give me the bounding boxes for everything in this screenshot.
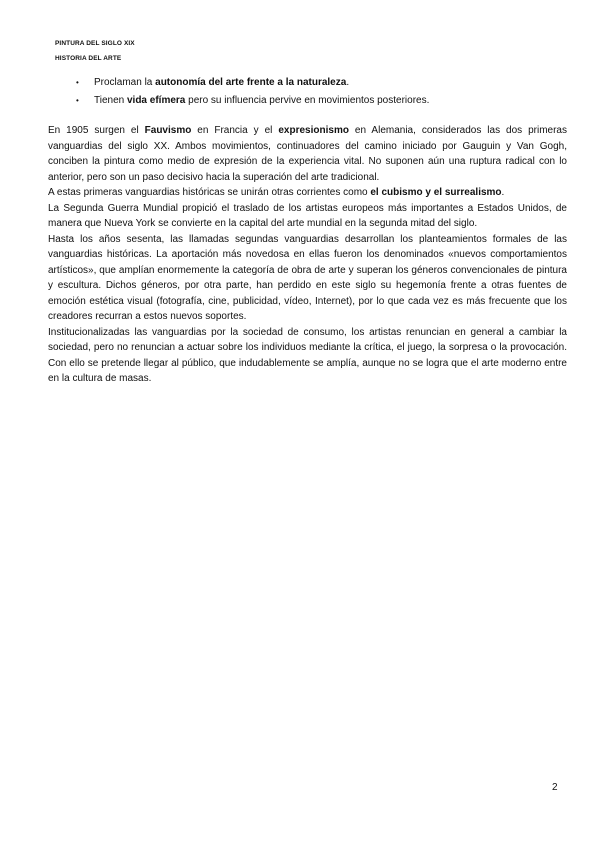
text-run: . [501,187,505,198]
bold-term: expresionismo [278,125,349,136]
paragraph-segundas-vanguardias: Hasta los años sesenta, las llamadas segundas vanguardias desarrollan los planteamientos formales de las vanguardias históricas. La aportación más novedosa en ellas fueron los denominados «nuevos comportamientos artísticos», que amplían enormemente la categoría de obra de arte y superan los géneros convencionales de pintura y escultura. Dichos géneros, por otra parte, han perdido en este siglo su hegemonía frente a otras fuentes de emoción estética visual (fotografía, cine, publicidad, vídeo, Internet), por lo que cada vez es más frecuente que los creadores recurran a estos nuevos soportes. [48,233,567,322]
bullet-item [76,74,546,92]
text-run: En 1905 surgen el [48,125,145,136]
paragraph-cubismo [48,185,567,201]
paragraph-segunda-guerra: La Segunda Guerra Mundial propició el traslado de los artistas europeos más importantes a Estados Unidos, de manera que Nueva York se convierte en la capital del arte mundial en la segunda mitad del siglo. [48,202,567,229]
bullet-marker: • [76,78,79,87]
header-document-title: PINTURA DEL SIGLO XIX [55,40,135,47]
text-run: A estas primeras vanguardias históricas se unirán otras corrientes como [48,187,371,198]
header-subject: HISTORIA DEL ARTE [55,55,122,62]
bullet-text: Proclaman la [94,77,156,88]
bullet-item [76,92,546,110]
bullet-text: Tienen [94,95,127,106]
body-text [48,123,567,387]
paragraph-institucionalizadas: Institucionalizadas las vanguardias por la sociedad de consumo, los artistas renuncian en general a cambiar la sociedad, pero no renuncian a actuar sobre los individuos mediante la crítica, el juego, la sorpresa o la provocación. Con ello se pretende llegar al público, que indudablemente se amplía, aunque no se logra que el arte moderno entre en la cultura de masas. [48,326,567,384]
text-run: en Alemania, considerados las dos primeras vanguardias del siglo XX. Ambos movimientos, continuadores del camino iniciado por Gauguin y Van Gogh, conciben la pintura como medio de expresión de la experiencia vital. No suponen aún una ruptura radical con lo anterior, pero son un paso decisivo hacia la superación del arte tradicional. [48,125,567,183]
bold-term: el cubismo y el surrealismo [370,187,502,198]
bullet-bold-text: vida efímera [126,95,186,106]
paragraph-fauvismo [48,123,567,185]
bullet-list [76,74,546,110]
bullet-marker: • [76,96,79,105]
bold-term: Fauvismo [144,125,192,136]
page-number: 2 [552,782,558,793]
page-header [55,36,135,66]
bullet-bold-text: autonomía del arte frente a la naturaleza [155,77,347,88]
bullet-text: . [346,77,350,88]
bullet-text: pero su influencia pervive en movimientos posteriores. [185,95,430,106]
text-run: en Francia y el [191,125,279,136]
